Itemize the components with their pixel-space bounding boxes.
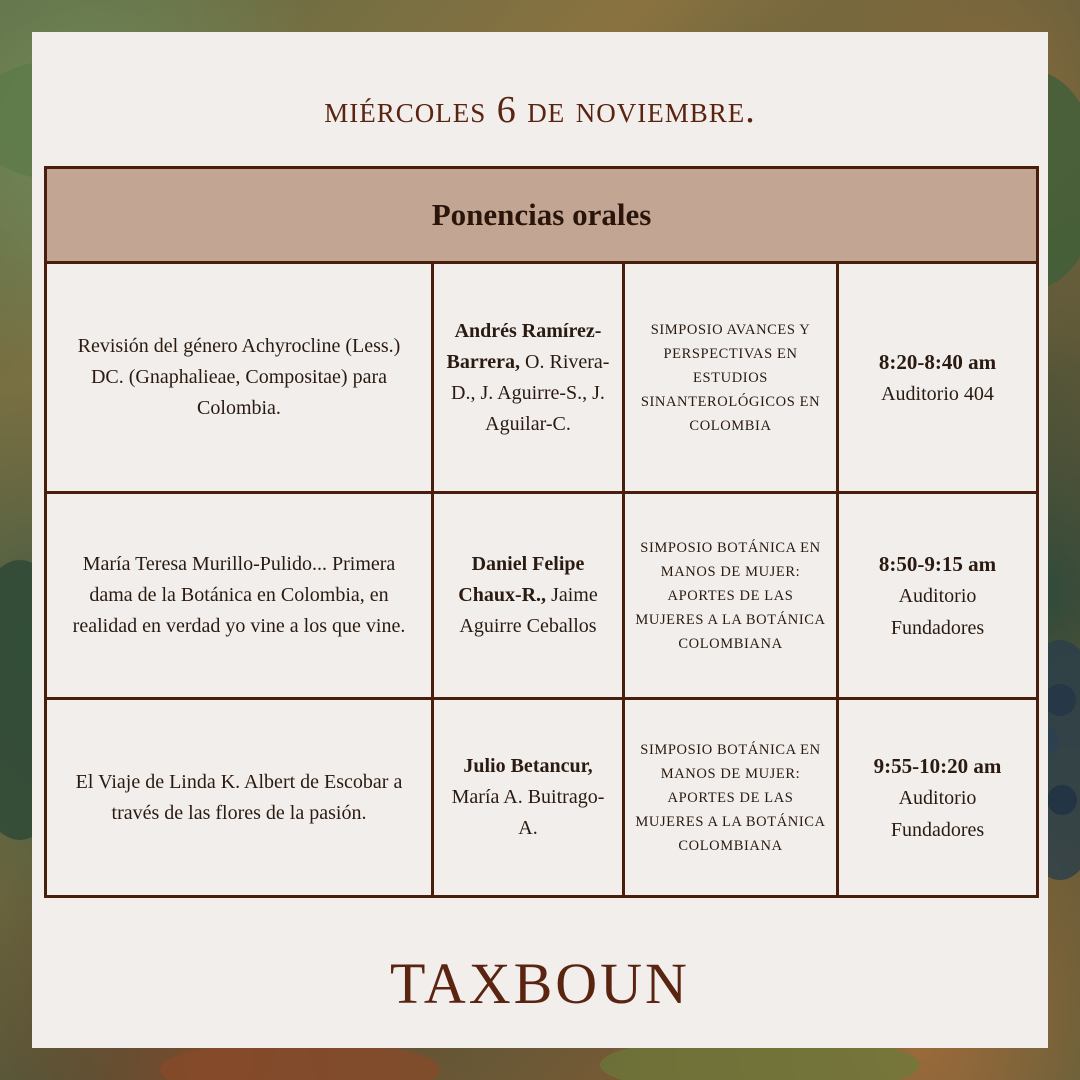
symposium: SIMPOSIO BOTÁNICA EN MANOS DE MUJER: APORTES DE LAS MUJERES A LA BOTÁNICA COLOMBIANA — [624, 493, 838, 699]
symposium: SIMPOSIO BOTÁNICA EN MANOS DE MUJER: APORTES DE LAS MUJERES A LA BOTÁNICA COLOMBIANA — [624, 699, 838, 897]
authors — [433, 493, 624, 699]
lead-author: Daniel Felipe Chaux-R., — [458, 553, 585, 606]
talk-title: El Viaje de Linda K. Albert de Escobar a través de las flores de la pasión. — [46, 699, 433, 897]
venue: Auditorio Fundadores — [890, 584, 985, 639]
time: 9:55-10:20 am — [873, 753, 1002, 778]
symposium: SIMPOSIO AVANCES Y PERSPECTIVAS EN ESTUDIOS SINANTEROLÓGICOS EN COLOMBIA — [624, 263, 838, 493]
talk-title: Revisión del género Achyrocline (Less.) DC. (Gnaphalieae, Compositae) para Colombia. — [46, 263, 433, 493]
table-header: Ponencias orales — [46, 168, 1038, 263]
venue: Auditorio Fundadores — [890, 786, 985, 841]
oral-presentations-table — [44, 166, 1039, 898]
co-authors: O. Rivera-D., J. Aguirre-S., J. Aguilar-C. — [451, 350, 610, 435]
authors — [433, 263, 624, 493]
co-authors: Jaime Aguirre Ceballos — [459, 584, 598, 637]
authors — [433, 699, 624, 897]
time-venue — [838, 699, 1038, 897]
brand-logo: TAXBOUN — [390, 951, 690, 1016]
schedule-card — [32, 32, 1048, 1048]
page-title: miércoles 6 de noviembre. — [324, 89, 756, 131]
time: 8:20-8:40 am — [878, 349, 997, 374]
table-row — [46, 699, 1038, 897]
table-row — [46, 263, 1038, 493]
table-row — [46, 493, 1038, 699]
co-authors: María A. Buitrago-A. — [451, 786, 605, 839]
time-venue — [838, 493, 1038, 699]
venue: Auditorio 404 — [881, 382, 994, 405]
time-venue — [838, 263, 1038, 493]
time: 8:50-9:15 am — [878, 551, 997, 576]
lead-author: Julio Betancur, — [463, 755, 593, 777]
talk-title: María Teresa Murillo-Pulido... Primera dama de la Botánica en Colombia, en realidad en verdad yo vine a los que vine. — [46, 493, 433, 699]
lead-author: Andrés Ramírez-Barrera, — [446, 319, 602, 373]
